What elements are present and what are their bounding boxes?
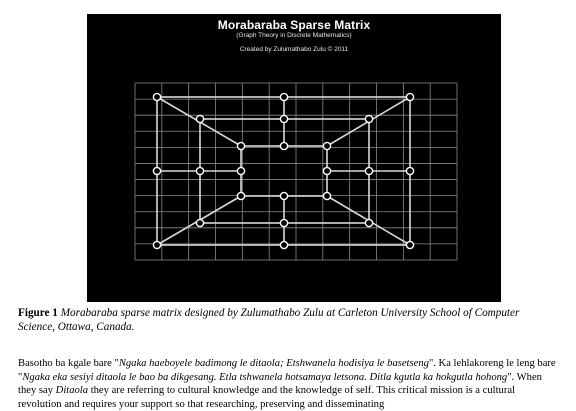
board-node: [153, 167, 160, 174]
board-node: [280, 241, 287, 248]
caption-label: Figure 1: [18, 307, 58, 319]
figure-subtitle: (Graph Theory in Discrete Mathematics): [236, 32, 352, 39]
board-node: [365, 115, 372, 122]
morabaraba-board: [87, 14, 501, 302]
paragraph-quote: Ngaka eka sesiyi ditaola le bao ba dikgesang. Etla tshwanela hotsamaya letsona. Ditla kgutla ka hokgutla hohong: [22, 371, 508, 383]
paragraph-text: ". Ka lehlakoreng le leng bare ": [18, 358, 556, 383]
board-node: [280, 93, 287, 100]
board-node: [406, 241, 413, 248]
board-node: [323, 192, 330, 199]
board-node: [406, 93, 413, 100]
board-node: [280, 115, 287, 122]
paragraph-quote: Ngaka haeboyele badimong le ditaola; Etshwanela hodisiya le basetseng: [118, 358, 429, 369]
board-node: [280, 219, 287, 226]
board-node: [323, 142, 330, 149]
board-node: [280, 192, 287, 199]
board-node: [237, 192, 244, 199]
board-node: [280, 142, 287, 149]
board-node: [196, 115, 203, 122]
board-node: [153, 93, 160, 100]
board-square: [241, 146, 327, 196]
board-node: [365, 167, 372, 174]
board-node: [196, 167, 203, 174]
board-node: [323, 167, 330, 174]
paragraph-term: Ditaola: [55, 385, 89, 396]
paragraph-text: they are referring to cultural knowledge and the knowledge of self. This critical mission is a cultural revolution and requires your support so that researching, preserving and disseminating: [18, 385, 515, 410]
board-node: [365, 219, 372, 226]
figure-caption: [18, 306, 558, 334]
board-node: [196, 219, 203, 226]
paragraph-text: ". When they say: [18, 371, 542, 396]
board-node: [153, 241, 160, 248]
morabaraba-figure: [87, 14, 501, 302]
board-node: [237, 142, 244, 149]
board-node: [237, 167, 244, 174]
figure-title: Morabaraba Sparse Matrix: [217, 18, 371, 32]
board-node: [406, 167, 413, 174]
body-paragraph: [18, 357, 560, 411]
paragraph-text: Basotho ba kgale bare ": [18, 358, 119, 369]
caption-text: Morabaraba sparse matrix designed by Zulumathabo Zulu at Carleton University School of Computer Science, Ottawa, Canada.: [18, 307, 520, 333]
figure-credit: Created by Zulumathabo Zulu © 2011: [239, 46, 349, 53]
